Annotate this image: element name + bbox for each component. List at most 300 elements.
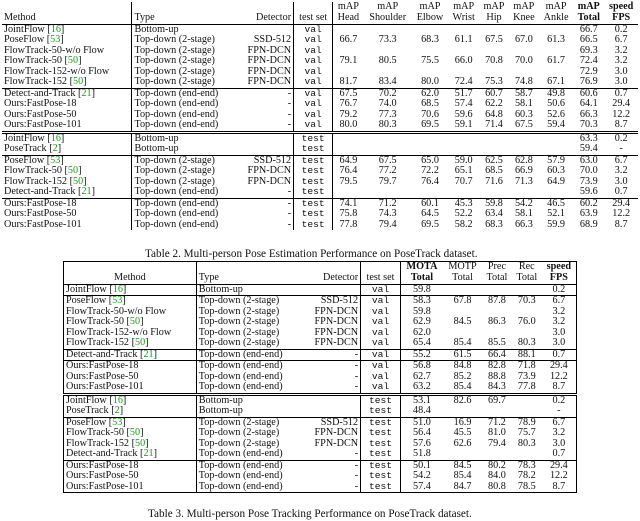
value-cell: 70.0 bbox=[514, 55, 533, 67]
header-prec: Prec bbox=[487, 261, 506, 273]
value-cell: 6.7 bbox=[552, 295, 566, 307]
method-name: Detect-and-Track bbox=[66, 448, 138, 460]
method-cell: FlowTrack-152 [50] bbox=[4, 76, 87, 88]
test-set-cell: val bbox=[361, 382, 401, 394]
pose-estimation-table bbox=[2, 2, 638, 230]
method-cell: PoseFlow [53] bbox=[66, 416, 126, 428]
value-cell: 8.7 bbox=[614, 119, 628, 131]
value-cell: 29.4 bbox=[612, 98, 631, 110]
value-cell: 73.9 bbox=[579, 175, 598, 187]
header-type: Type bbox=[132, 2, 237, 24]
value-cell bbox=[443, 284, 482, 296]
table-row bbox=[2, 177, 638, 188]
type-cell: Top-down (end-end) bbox=[196, 471, 302, 482]
type-cell: Bottom-up bbox=[196, 284, 302, 296]
method-name: Detect-and-Track bbox=[4, 186, 76, 198]
value-cell: 57.9 bbox=[547, 154, 565, 166]
value-cell: 72.4 bbox=[454, 76, 473, 88]
value-cell: 75.7 bbox=[517, 427, 536, 439]
method-name: Ours:FastPose-50 bbox=[66, 370, 139, 382]
method-name: FlowTrack-152-w/o Flow bbox=[4, 65, 110, 77]
test-set-cell: val bbox=[294, 120, 333, 132]
value-cell bbox=[512, 449, 542, 460]
value-cell: 59.8 bbox=[400, 284, 443, 296]
value-cell: 58.3 bbox=[400, 296, 443, 307]
test-set-cell: val bbox=[294, 24, 333, 35]
value-cell: 16.9 bbox=[453, 416, 472, 428]
method-cell: JointFlow [16] bbox=[66, 283, 127, 295]
citation-link[interactable]: 53 bbox=[50, 34, 61, 46]
detector-cell bbox=[303, 284, 361, 296]
value-cell: 52.2 bbox=[454, 208, 473, 220]
header-test-set: test set bbox=[294, 2, 333, 24]
method-cell bbox=[64, 382, 197, 394]
type-cell: Top-down (end-end) bbox=[196, 460, 302, 471]
type-cell: Top-down (2-stage) bbox=[132, 77, 237, 88]
value-cell: 79.1 bbox=[333, 56, 364, 67]
header-motp-total: Total bbox=[452, 271, 473, 283]
table-row bbox=[2, 209, 638, 220]
value-cell: 71.3 bbox=[514, 175, 533, 187]
value-cell: 76.4 bbox=[421, 175, 439, 187]
detector-cell bbox=[237, 132, 294, 144]
value-cell: 58.1 bbox=[514, 98, 533, 110]
value-cell: 52.1 bbox=[547, 208, 565, 220]
type-cell: Top-down (end-end) bbox=[196, 482, 302, 493]
header-wrist: Wrist bbox=[452, 11, 475, 23]
citation-link[interactable]: 16 bbox=[50, 23, 61, 35]
value-cell: 83.4 bbox=[378, 76, 397, 88]
value-cell: 3.0 bbox=[614, 76, 628, 88]
detector-cell: - bbox=[287, 186, 292, 198]
type-cell: Top-down (2-stage) bbox=[196, 417, 302, 428]
value-cell: 73.9 bbox=[517, 370, 536, 382]
method-name: FlowTrack-50 bbox=[66, 316, 124, 328]
value-cell: 3.2 bbox=[614, 55, 628, 67]
table-row bbox=[2, 198, 638, 209]
detector-cell: FPN-DCN bbox=[247, 76, 292, 88]
method-name: PoseTrack bbox=[4, 143, 47, 155]
value-cell: 77.3 bbox=[378, 108, 397, 120]
type-cell: Top-down (2-stage) bbox=[196, 338, 302, 349]
value-cell: 84.7 bbox=[453, 480, 472, 492]
detector-cell: FPN-DCN bbox=[314, 326, 359, 338]
value-cell: 57.6 bbox=[400, 439, 443, 450]
value-cell: 68.5 bbox=[421, 98, 439, 110]
test-set-cell: val bbox=[361, 284, 401, 296]
citation-link[interactable]: 50 bbox=[129, 427, 141, 439]
value-cell: 48.4 bbox=[400, 406, 443, 417]
method-cell: JointFlow [16] bbox=[64, 394, 197, 406]
value-cell: 71.2 bbox=[378, 197, 397, 209]
value-cell: 80.3 bbox=[517, 437, 536, 449]
value-cell: 67.5 bbox=[514, 119, 533, 131]
table-row bbox=[2, 120, 638, 132]
header-elbow: Elbow bbox=[416, 11, 444, 23]
method-name: FlowTrack-50 bbox=[4, 165, 62, 177]
value-cell bbox=[509, 144, 539, 155]
value-cell: 57.4 bbox=[400, 482, 443, 493]
value-cell: 59.4 bbox=[579, 143, 598, 155]
method-cell: PoseFlow [53] bbox=[66, 295, 126, 307]
citation-link[interactable]: 50 bbox=[67, 55, 79, 67]
table-row bbox=[64, 482, 577, 493]
header-map-shoulder: mAP bbox=[377, 1, 399, 13]
type-cell: Top-down (2-stage) bbox=[196, 428, 302, 439]
citation-link[interactable]: 50 bbox=[134, 337, 146, 349]
test-set-cell: val bbox=[294, 67, 333, 78]
value-cell bbox=[448, 144, 479, 155]
method-cell: Detect-and-Track [21] bbox=[4, 186, 96, 198]
method-name: FlowTrack-152 bbox=[4, 175, 68, 187]
method-name: JointFlow bbox=[4, 23, 45, 35]
detector-cell: FPN-DCN bbox=[314, 305, 359, 317]
value-cell bbox=[512, 284, 542, 296]
value-cell: 71.4 bbox=[485, 119, 503, 131]
value-cell: 51.0 bbox=[400, 417, 443, 428]
test-set-cell: test bbox=[294, 144, 333, 155]
value-cell: 0.2 bbox=[552, 283, 566, 295]
value-cell: 77.8 bbox=[517, 381, 536, 393]
type-cell: Top-down (2-stage) bbox=[196, 317, 302, 328]
test-set-cell: val bbox=[294, 99, 333, 110]
value-cell: 0.2 bbox=[614, 23, 628, 35]
value-cell: 65.0 bbox=[421, 154, 439, 166]
type-cell: Top-down (2-stage) bbox=[196, 307, 302, 318]
value-cell: 3.0 bbox=[552, 337, 566, 349]
citation-link[interactable]: 50 bbox=[72, 76, 84, 88]
value-cell: 12.2 bbox=[549, 470, 568, 482]
citation-link[interactable]: 21 bbox=[143, 448, 154, 460]
method-cell: FlowTrack-50 [50] bbox=[4, 165, 82, 177]
table-row bbox=[64, 361, 577, 372]
detector-cell: SSD-512 bbox=[320, 416, 359, 428]
value-cell: 70.2 bbox=[378, 87, 397, 99]
table3-header-row-1 bbox=[64, 262, 577, 273]
value-cell: 66.3 bbox=[579, 108, 598, 120]
type-cell: Top-down (end-end) bbox=[132, 198, 237, 209]
test-set-cell: test bbox=[294, 198, 333, 209]
method-name: JointFlow bbox=[66, 283, 107, 295]
type-cell: Top-down (2-stage) bbox=[132, 155, 237, 166]
value-cell: 51.8 bbox=[400, 449, 443, 460]
value-cell: 58.1 bbox=[514, 208, 533, 220]
header-ankle: Ankle bbox=[543, 11, 569, 23]
test-set-cell: val bbox=[294, 77, 333, 88]
value-cell: 84.5 bbox=[453, 316, 472, 328]
method-name: Ours:FastPose-50 bbox=[4, 108, 77, 120]
citation-link[interactable]: 21 bbox=[81, 87, 92, 99]
header-map-elbow: mAP bbox=[419, 1, 441, 13]
type-cell: Top-down (2-stage) bbox=[132, 67, 237, 78]
detector-cell: - bbox=[287, 197, 292, 209]
test-set-cell: test bbox=[294, 187, 333, 198]
value-cell: 74.3 bbox=[378, 208, 397, 220]
value-cell bbox=[479, 187, 509, 198]
citation-link[interactable]: 2 bbox=[52, 143, 58, 155]
method-name: JointFlow bbox=[66, 394, 107, 406]
detector-cell: SSD-512 bbox=[253, 154, 292, 166]
detector-cell bbox=[237, 144, 294, 155]
value-cell: 64.8 bbox=[485, 108, 503, 120]
value-cell: 76.9 bbox=[579, 76, 598, 88]
value-cell: 54.2 bbox=[400, 471, 443, 482]
detector-cell: - bbox=[287, 108, 292, 120]
test-set-cell: test bbox=[361, 439, 401, 450]
value-cell: 70.7 bbox=[454, 175, 473, 187]
type-cell: Top-down (end-end) bbox=[196, 382, 302, 394]
value-cell: 0.7 bbox=[552, 448, 566, 460]
method-cell: FlowTrack-152 [50] bbox=[66, 337, 149, 349]
value-cell: 69.5 bbox=[421, 218, 439, 230]
value-cell: 0.2 bbox=[604, 132, 638, 144]
detector-cell: - bbox=[354, 348, 359, 360]
value-cell: 79.4 bbox=[488, 437, 506, 449]
table-row bbox=[2, 67, 638, 78]
value-cell: 62.8 bbox=[514, 154, 533, 166]
test-set-cell: test bbox=[361, 406, 401, 417]
test-set-cell: test bbox=[294, 220, 333, 231]
value-cell bbox=[443, 449, 482, 460]
method-cell: PoseFlow [53] bbox=[4, 154, 64, 166]
value-cell: 46.5 bbox=[547, 197, 565, 209]
table-row bbox=[2, 220, 638, 231]
table-row bbox=[64, 449, 577, 460]
value-cell bbox=[482, 284, 512, 296]
table-row bbox=[64, 349, 577, 361]
type-cell: Top-down (2-stage) bbox=[132, 35, 237, 46]
value-cell: 75.5 bbox=[421, 55, 439, 67]
type-cell: Top-down (2-stage) bbox=[132, 177, 237, 188]
value-cell: 12.2 bbox=[612, 108, 631, 120]
test-set-cell: val bbox=[361, 361, 401, 372]
value-cell: 6.7 bbox=[614, 154, 628, 166]
detector-cell: - bbox=[354, 448, 359, 460]
type-cell: Top-down (end-end) bbox=[196, 361, 302, 372]
header-knee: Knee bbox=[513, 11, 535, 23]
test-set-cell: val bbox=[361, 317, 401, 328]
value-cell bbox=[364, 187, 412, 198]
test-set-cell: val bbox=[361, 307, 401, 318]
test-set-cell: val bbox=[294, 46, 333, 57]
test-set-cell: val bbox=[361, 338, 401, 349]
type-cell: Top-down (end-end) bbox=[132, 187, 237, 198]
value-cell: 29.4 bbox=[549, 360, 568, 372]
method-name: Ours:FastPose-18 bbox=[66, 360, 139, 372]
table-row bbox=[2, 88, 638, 99]
value-cell bbox=[512, 406, 542, 417]
method-name: JointFlow bbox=[4, 132, 45, 144]
table-row bbox=[2, 132, 638, 144]
value-cell: 67.0 bbox=[514, 34, 533, 46]
citation-link[interactable]: 50 bbox=[72, 175, 84, 187]
value-cell: 66.9 bbox=[514, 165, 533, 177]
method-cell: FlowTrack-152 [50] bbox=[4, 175, 87, 187]
value-cell: 84.5 bbox=[453, 459, 472, 471]
test-set-cell: val bbox=[294, 56, 333, 67]
table-row bbox=[2, 166, 638, 177]
header-fps: FPS bbox=[549, 271, 568, 283]
value-cell: 84.3 bbox=[488, 381, 506, 393]
value-cell bbox=[364, 144, 412, 155]
value-cell: 82.6 bbox=[443, 394, 482, 406]
value-cell: 59.8 bbox=[400, 307, 443, 318]
test-set-cell: test bbox=[361, 417, 401, 428]
value-cell: 29.4 bbox=[612, 197, 631, 209]
method-cell bbox=[2, 220, 132, 231]
table-row bbox=[64, 394, 577, 406]
type-cell: Top-down (2-stage) bbox=[132, 166, 237, 177]
header-motp: MOTP bbox=[448, 261, 477, 273]
method-name: Ours:FastPose-101 bbox=[4, 119, 82, 131]
value-cell: 51.7 bbox=[454, 87, 473, 99]
test-set-cell: test bbox=[361, 471, 401, 482]
header-mota: MOTA bbox=[400, 262, 443, 273]
value-cell bbox=[509, 187, 539, 198]
method-name: Ours:FastPose-101 bbox=[4, 218, 82, 230]
value-cell bbox=[482, 406, 512, 417]
citation-link[interactable]: 50 bbox=[134, 437, 146, 449]
value-cell: 0.7 bbox=[614, 87, 628, 99]
test-set-cell: val bbox=[361, 296, 401, 307]
method-name: FlowTrack-152 bbox=[66, 337, 130, 349]
citation-link[interactable]: 21 bbox=[81, 186, 92, 198]
value-cell: 67.5 bbox=[378, 154, 397, 166]
table-row bbox=[2, 99, 638, 110]
value-cell bbox=[412, 187, 448, 198]
value-cell: 63.9 bbox=[579, 208, 598, 220]
value-cell: 88.1 bbox=[517, 348, 536, 360]
method-name: FlowTrack-50-w/o Flow bbox=[66, 305, 167, 317]
table-row bbox=[2, 144, 638, 155]
value-cell: 80.3 bbox=[378, 119, 397, 131]
type-cell: Top-down (end-end) bbox=[132, 99, 237, 110]
value-cell: 50.1 bbox=[400, 460, 443, 471]
value-cell: 65.4 bbox=[400, 338, 443, 349]
detector-cell bbox=[303, 406, 361, 417]
citation-link[interactable]: 16 bbox=[112, 394, 123, 406]
detector-cell: - bbox=[354, 381, 359, 393]
value-cell: 64.9 bbox=[547, 175, 565, 187]
type-cell: Bottom-up bbox=[132, 24, 237, 35]
value-cell: 76.0 bbox=[517, 316, 536, 328]
test-set-cell: test bbox=[294, 177, 333, 188]
method-name: FlowTrack-152 bbox=[4, 76, 68, 88]
method-name: Ours:FastPose-101 bbox=[66, 381, 144, 393]
test-set-cell: val bbox=[361, 349, 401, 361]
value-cell: 70.3 bbox=[579, 119, 598, 131]
value-cell: 80.0 bbox=[421, 76, 439, 88]
value-cell: 59.0 bbox=[454, 154, 473, 166]
value-cell: 3.2 bbox=[552, 427, 566, 439]
type-cell: Top-down (2-stage) bbox=[196, 439, 302, 450]
value-cell: 76.4 bbox=[333, 166, 364, 177]
method-cell: PoseTrack [2] bbox=[66, 405, 124, 417]
detector-cell: FPN-DCN bbox=[247, 165, 292, 177]
value-cell: 55.2 bbox=[400, 349, 443, 361]
citation-link[interactable]: 16 bbox=[112, 283, 123, 295]
method-cell: FlowTrack-50 [50] bbox=[66, 427, 144, 439]
value-cell: 86.3 bbox=[488, 316, 506, 328]
value-cell: 8.7 bbox=[552, 480, 566, 492]
value-cell: 3.0 bbox=[552, 437, 566, 449]
method-name: Detect-and-Track bbox=[66, 348, 138, 360]
header-map-hip: mAP bbox=[483, 1, 505, 13]
value-cell: 68.3 bbox=[485, 218, 503, 230]
citation-link[interactable]: 53 bbox=[112, 295, 123, 307]
detector-cell: FPN-DCN bbox=[247, 44, 292, 56]
test-set-cell: test bbox=[294, 209, 333, 220]
header-map-ankle: mAP bbox=[545, 1, 567, 13]
value-cell: 70.0 bbox=[579, 165, 598, 177]
value-cell bbox=[512, 394, 542, 406]
citation-link[interactable]: 2 bbox=[114, 405, 120, 417]
value-cell: 63.0 bbox=[579, 154, 598, 166]
test-set-cell: test bbox=[294, 166, 333, 177]
value-cell: 3.0 bbox=[614, 175, 628, 187]
value-cell: 53.1 bbox=[400, 394, 443, 406]
type-cell: Top-down (end-end) bbox=[132, 110, 237, 121]
detector-cell: - bbox=[354, 360, 359, 372]
value-cell: 74.0 bbox=[378, 98, 397, 110]
value-cell: 60.3 bbox=[514, 108, 533, 120]
method-name: Detect-and-Track bbox=[4, 87, 76, 99]
method-name: PoseTrack bbox=[66, 405, 109, 417]
table-row bbox=[2, 187, 638, 198]
test-set-cell: val bbox=[294, 88, 333, 99]
value-cell: 82.8 bbox=[488, 360, 506, 372]
value-cell bbox=[448, 187, 479, 198]
header-rec-total: Total bbox=[516, 271, 538, 283]
citation-link[interactable]: 53 bbox=[50, 154, 61, 166]
type-cell: Top-down (2-stage) bbox=[132, 46, 237, 57]
value-cell: 78.9 bbox=[517, 416, 536, 428]
method-cell bbox=[2, 120, 132, 132]
value-cell: 59.8 bbox=[485, 197, 503, 209]
value-cell: 45.3 bbox=[454, 197, 473, 209]
value-cell: 84.8 bbox=[453, 360, 472, 372]
citation-link[interactable]: 53 bbox=[112, 416, 123, 428]
citation-link[interactable]: 16 bbox=[50, 132, 61, 144]
table2-header-row-1 bbox=[2, 2, 638, 13]
detector-cell: - bbox=[354, 470, 359, 482]
method-cell: FlowTrack-152 [50] bbox=[66, 437, 149, 449]
header-fps: FPS bbox=[612, 11, 631, 23]
value-cell: 67.1 bbox=[547, 76, 565, 88]
value-cell: 54.2 bbox=[514, 197, 533, 209]
citation-link[interactable]: 50 bbox=[129, 316, 141, 328]
value-cell: 0.7 bbox=[552, 348, 566, 360]
value-cell: 58.2 bbox=[454, 218, 473, 230]
method-name: FlowTrack-152-w/o Flow bbox=[66, 326, 172, 338]
detector-cell: - bbox=[287, 208, 292, 220]
value-cell: 73.3 bbox=[378, 34, 397, 46]
value-cell: 62.0 bbox=[421, 87, 439, 99]
value-cell: 61.1 bbox=[454, 34, 473, 46]
table-row bbox=[64, 382, 577, 394]
value-cell: 59.6 bbox=[454, 108, 473, 120]
citation-link[interactable]: 21 bbox=[143, 348, 154, 360]
test-set-cell: val bbox=[294, 35, 333, 46]
value-cell: 88.8 bbox=[488, 370, 506, 382]
value-cell: 66.4 bbox=[488, 348, 506, 360]
value-cell: 70.3 bbox=[517, 295, 536, 307]
type-cell: Top-down (end-end) bbox=[132, 120, 237, 132]
test-set-cell: test bbox=[361, 394, 401, 406]
value-cell: 68.5 bbox=[485, 165, 503, 177]
value-cell: 79.2 bbox=[333, 110, 364, 121]
citation-link[interactable]: 50 bbox=[67, 165, 79, 177]
